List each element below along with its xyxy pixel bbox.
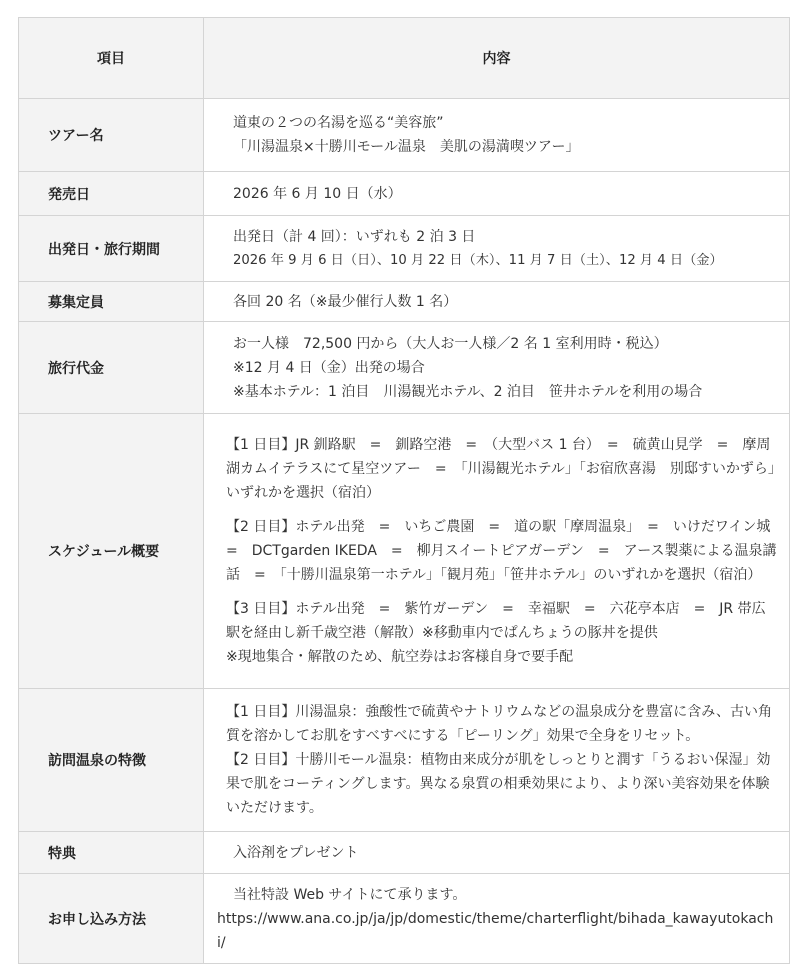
header-item: 項目	[19, 18, 204, 99]
table-row-apply	[19, 874, 790, 964]
schedule-day2: 【2 日目】ホテル出発 = いちご農園 = 道の駅「摩周温泉」 = いけだワイン城 = DCTgarden IKEDA = 柳月スイートピアガーデン = アース製薬による温泉講話 = 「十勝川温泉第一ホテル」「観月苑」「笹井ホテル」のいずれかを選択（宿泊）	[226, 519, 785, 583]
table-header-row	[19, 18, 790, 99]
row-label: お申し込み方法	[19, 874, 204, 964]
row-label: 旅行代金	[19, 322, 204, 414]
departure-line2: 2026 年 9 月 6 日（日）、10 月 22 日（木）、11 月 7 日（土）、12 月 4 日（金）	[233, 252, 723, 268]
schedule-day1: 【1 日目】JR 釧路駅 = 釧路空港 = （大型バス 1 台） = 硫黄山見学 = 摩周湖カムイテラスにて星空ツアー = 「川湯観光ホテル」「お宿欣喜湯 別邸すいかずら」いずれかを選択（宿泊）	[226, 437, 775, 501]
row-label: 出発日・旅行期間	[19, 216, 204, 282]
capacity-value: 各回 20 名（※最少催行人数 1 名）	[233, 293, 458, 310]
tour-name-line1: 道東の２つの名湯を巡る“美容旅”	[233, 115, 444, 131]
row-label: スケジュール概要	[19, 414, 204, 689]
table-row-onsen	[19, 689, 790, 832]
row-content	[204, 414, 790, 689]
table-row-departure	[19, 216, 790, 282]
table-row-price	[19, 322, 790, 414]
row-label: 訪問温泉の特徴	[19, 689, 204, 832]
price-line1: お一人様 72,500 円から（大人お一人様／2 名 1 室利用時・税込）	[233, 335, 668, 352]
table-row-capacity	[19, 282, 790, 322]
price-line2: ※12 月 4 日（金）出発の場合	[233, 359, 425, 376]
schedule-day3-note: ※現地集合・解散のため、航空券はお客様自身で要手配	[226, 649, 574, 665]
row-label: 募集定員	[19, 282, 204, 322]
row-content	[204, 874, 790, 964]
table-row-release-date	[19, 172, 790, 216]
tour-info-table	[18, 17, 790, 964]
table-row-schedule	[19, 414, 790, 689]
onsen-day1: 【1 日目】川湯温泉：強酸性で硫黄やナトリウムなどの温泉成分を豊富に含み、古い角質を溶かしてお肌をすべすべにする「ピーリング」効果で全身をリセット。	[226, 704, 773, 744]
departure-line1: 出発日（計 4 回）：いずれも 2 泊 3 日	[233, 228, 476, 245]
apply-line1: 当社特設 Web サイトにて承ります。	[233, 886, 467, 903]
schedule-day3-block	[226, 597, 779, 669]
benefit-value: 入浴剤をプレゼント	[233, 844, 359, 861]
row-label: 発売日	[19, 172, 204, 216]
apply-url-link[interactable]: https://www.ana.co.jp/ja/jp/domestic/theme/charterflight/bihada_kawayutokachi/	[217, 910, 774, 951]
schedule-day3: 【3 日目】ホテル出発 = 紫竹ガーデン = 幸福駅 = 六花亭本店 = JR 帯広駅を経由し新千歳空港（解散）※移動車内でぱんちょうの豚丼を提供	[226, 601, 766, 641]
header-content: 内容	[204, 18, 790, 99]
table-row-benefit	[19, 832, 790, 874]
row-label: ツアー名	[19, 99, 204, 172]
table-row-tour-name	[19, 99, 790, 172]
row-content	[204, 216, 790, 282]
release-date-value: 2026 年 6 月 10 日（水）	[233, 185, 402, 202]
row-label: 特典	[19, 832, 204, 874]
row-content	[204, 99, 790, 172]
row-content	[204, 282, 790, 322]
tour-name-line2: 「川湯温泉×十勝川モール温泉 美肌の湯満喫ツアー」	[233, 139, 580, 155]
row-content	[204, 172, 790, 216]
onsen-day2: 【2 日目】十勝川モール温泉：植物由来成分が肌をしっとりと潤す「うるおい保湿」効果で肌をコーティングします。異なる泉質の相乗効果により、より深い美容効果を体験いただけます。	[226, 752, 771, 816]
row-content	[204, 832, 790, 874]
row-content	[204, 689, 790, 832]
row-content	[204, 322, 790, 414]
price-line3: ※基本ホテル：1 泊目 川湯観光ホテル、2 泊目 笹井ホテルを利用の場合	[233, 383, 703, 400]
